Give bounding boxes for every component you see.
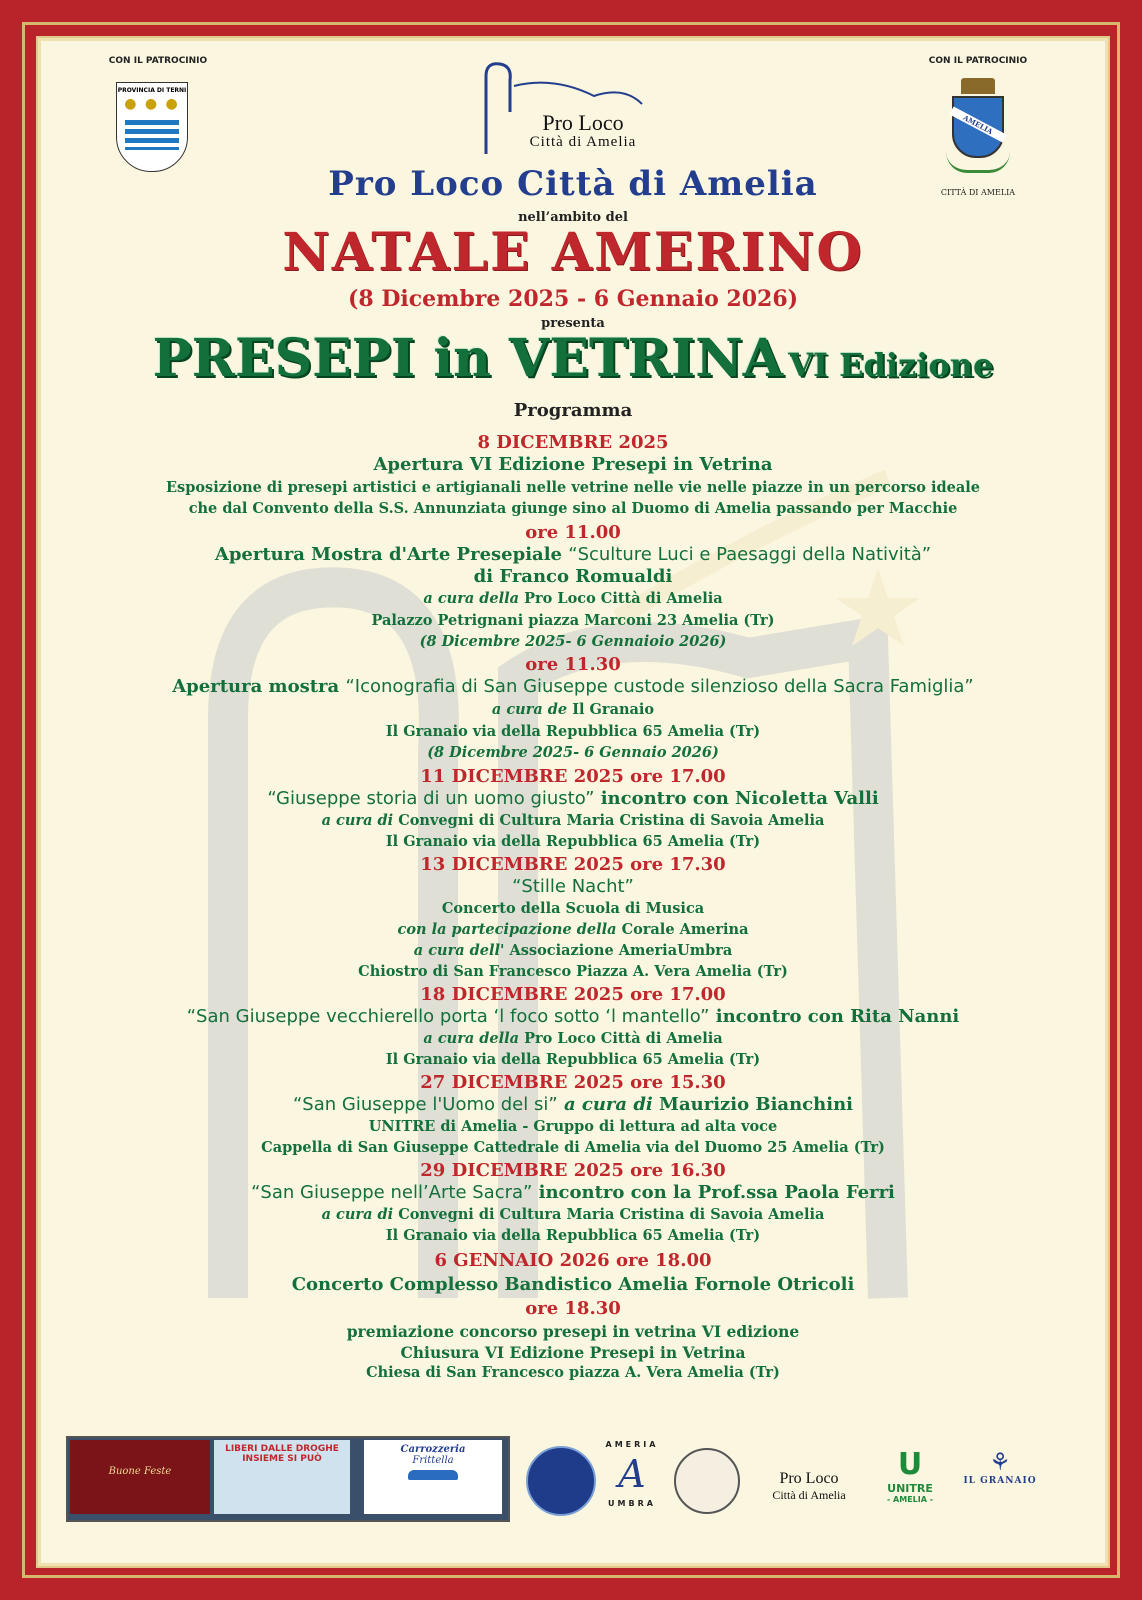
proloco-small-line1: Pro Loco bbox=[779, 1470, 839, 1487]
event-6-gen-title: Concerto Complesso Bandistico Amelia Fornole Otricoli bbox=[291, 1274, 855, 1295]
bee-icons: ● ● ● bbox=[124, 96, 180, 112]
ameria-bottom: UMBRA bbox=[608, 1499, 656, 1508]
exhibition-1-dates: (8 Dicembre 2025- 6 Gennaioio 2026) bbox=[419, 633, 727, 650]
event-6-gen-line2: Chiusura VI Edizione Presepi in Vetrina bbox=[400, 1343, 746, 1362]
exhibition-2-name: “Iconografia di San Giuseppe custode silenzioso della Sacra Famiglia” bbox=[345, 676, 974, 697]
participation-prefix: con la partecipazione della bbox=[397, 921, 617, 938]
event-6-gen-line1: premiazione concorso presepi in vetrina VI edizione bbox=[346, 1322, 800, 1341]
logo-proloco-small bbox=[746, 1448, 872, 1512]
waves-icon bbox=[125, 120, 179, 150]
event-13-dic-line3 bbox=[38, 942, 1108, 959]
unitre-line1: UNITRE bbox=[887, 1482, 933, 1495]
curator-prefix: a cura della bbox=[423, 590, 520, 607]
date-18-dic: 18 DICEMBRE 2025 ore 17.00 bbox=[420, 984, 726, 1005]
logo-ameria-umbra bbox=[604, 1440, 660, 1518]
event-13-dic-title: “Stille Nacht” bbox=[512, 876, 634, 897]
proloco-small-line2: Città di Amelia bbox=[772, 1488, 846, 1502]
header-context: nell’ambito del bbox=[518, 210, 628, 225]
event-opening-desc-2: che dal Convento della S.S. Annunziata giunge sino al Duomo di Amelia passando per Macchie bbox=[188, 500, 958, 517]
ameria-mark-icon: A bbox=[618, 1452, 646, 1496]
logo-il-granaio bbox=[950, 1448, 1050, 1512]
participation-name: Corale Amerina bbox=[616, 921, 749, 938]
header-title: Pro Loco Città di Amelia bbox=[328, 164, 818, 204]
event-18-dic-curator bbox=[38, 1030, 1108, 1047]
droghe-line2: INSIEME SI PUÒ bbox=[242, 1454, 322, 1464]
curator-name: Pro Loco Città di Amelia bbox=[519, 590, 723, 607]
date-6-gen: 6 GENNAIO 2026 ore 18.00 bbox=[434, 1250, 712, 1271]
time-1830: ore 18.30 bbox=[525, 1298, 621, 1319]
unitre-line2: - AMELIA - bbox=[886, 1495, 934, 1504]
date-29-dic: 29 DICEMBRE 2025 ore 16.30 bbox=[420, 1160, 726, 1181]
shield-icon bbox=[952, 96, 1004, 158]
talk-title: “San Giuseppe nell’Arte Sacra” bbox=[251, 1182, 533, 1203]
curator-prefix: a cura di bbox=[321, 812, 394, 829]
logo-line1: Pro Loco bbox=[542, 110, 624, 135]
curator-prefix: a cura dell' bbox=[413, 942, 505, 959]
exhibition-2-dates: (8 Dicembre 2025- 6 Gennaio 2026) bbox=[427, 744, 719, 761]
exhibition-1-name: “Sculture Luci e Paesaggi della Natività” bbox=[568, 544, 932, 565]
event-18-dic-place: Il Granaio via della Repubblica 65 Amelia (Tr) bbox=[385, 1051, 761, 1068]
sponsor-carrozzeria bbox=[364, 1440, 502, 1514]
event-27-dic-place: Cappella di San Giuseppe Cattedrale di Amelia via del Duomo 25 Amelia (Tr) bbox=[261, 1139, 885, 1156]
crown-icon bbox=[961, 78, 995, 94]
curator-prefix: a cura de bbox=[491, 701, 568, 718]
city-label: CITTÀ DI AMELIA bbox=[940, 188, 1016, 197]
date-8-dic: 8 DICEMBRE 2025 bbox=[477, 432, 669, 453]
curator-prefix: a cura della bbox=[423, 1030, 520, 1047]
programma-heading: Programma bbox=[513, 400, 633, 421]
event-11-dic-place: Il Granaio via della Repubblica 65 Amelia (Tr) bbox=[385, 833, 761, 850]
curator-name: Convegni di Cultura Maria Cristina di Savoia Amelia bbox=[393, 812, 825, 829]
exhibition-2-curator bbox=[38, 701, 1108, 718]
event-13-dic-place: Chiostro di San Francesco Piazza A. Vera Amelia (Tr) bbox=[358, 963, 788, 980]
event-opening-title: Apertura VI Edizione Presepi in Vetrina bbox=[373, 454, 773, 475]
time-1100: ore 11.00 bbox=[525, 522, 621, 543]
date-13-dic: 13 DICEMBRE 2025 ore 17.30 bbox=[420, 854, 726, 875]
logo-unitre bbox=[878, 1448, 942, 1514]
exhibition-2-place: Il Granaio via della Repubblica 65 Amelia (Tr) bbox=[385, 723, 761, 740]
talk-speaker: incontro con Nicoletta Valli bbox=[594, 788, 879, 809]
event-27-dic-title bbox=[38, 1094, 1108, 1115]
event-27-dic-line2: UNITRE di Amelia - Gruppo di lettura ad alta voce bbox=[368, 1118, 778, 1135]
exhibition-1-curator bbox=[38, 590, 1108, 607]
exhibition-1-author: di Franco Romualdi bbox=[473, 566, 673, 587]
province-label: PROVINCIA DI TERNI bbox=[117, 87, 187, 94]
event-29-dic-curator bbox=[38, 1206, 1108, 1223]
curator-prefix: a cura di bbox=[321, 1206, 394, 1223]
province-terni-crest bbox=[116, 82, 188, 172]
exhibition-1-title bbox=[38, 544, 1108, 565]
talk-title: “San Giuseppe vecchierello porta ‘l foco sotto ‘l mantello” bbox=[186, 1006, 710, 1027]
talk-speaker: incontro con Rita Nanni bbox=[709, 1006, 960, 1027]
logo-line2: Città di Amelia bbox=[529, 134, 637, 150]
event-opening-desc-1: Esposizione di presepi artistici e artigianali nelle vetrine nelle vie nelle piazze in un percorso ideale bbox=[166, 479, 980, 496]
logo-convegni-cultura bbox=[526, 1446, 596, 1516]
talk-speaker: incontro con la Prof.ssa Paola Ferri bbox=[532, 1182, 895, 1203]
exhibition-2-title bbox=[38, 676, 1108, 697]
patronage-left-label: CON IL PATROCINIO bbox=[108, 56, 208, 66]
date-27-dic: 27 DICEMBRE 2025 ore 15.30 bbox=[420, 1072, 726, 1093]
curator-name: Associazione AmeriaUmbra bbox=[504, 942, 733, 959]
exhibition-1-prefix: Apertura Mostra d'Arte Presepiale bbox=[214, 544, 569, 565]
talk-title: “Giuseppe storia di un uomo giusto” bbox=[267, 788, 595, 809]
poster-body bbox=[36, 36, 1110, 1568]
logo-medallion bbox=[674, 1448, 740, 1514]
carrozzeria-line1: Carrozzeria bbox=[400, 1444, 466, 1455]
carrozzeria-line2: Frittella bbox=[412, 1455, 454, 1466]
city-banner: AMELIA bbox=[949, 106, 1006, 142]
ameria-top: AMERIA bbox=[605, 1440, 659, 1449]
event-6-gen-place: Chiesa di San Francesco piazza A. Vera Amelia (Tr) bbox=[366, 1364, 780, 1381]
wheat-icon: ⚘ bbox=[989, 1448, 1011, 1476]
event-dates: (8 Dicembre 2025 - 6 Gennaio 2026) bbox=[347, 286, 799, 312]
patronage-right-label: CON IL PATROCINIO bbox=[928, 56, 1028, 66]
droghe-line1: LIBERI DALLE DROGHE bbox=[225, 1444, 339, 1454]
edition-label: VI Edizione bbox=[788, 346, 994, 384]
granaio-text: IL GRANAIO bbox=[963, 1476, 1037, 1486]
time-1130: ore 11.30 bbox=[525, 654, 621, 675]
event-13-dic-line2 bbox=[38, 921, 1108, 938]
curator-name: Convegni di Cultura Maria Cristina di Savoia Amelia bbox=[393, 1206, 825, 1223]
car-icon bbox=[408, 1470, 458, 1480]
event-29-dic-place: Il Granaio via della Repubblica 65 Amelia (Tr) bbox=[385, 1227, 761, 1244]
exhibition-2-prefix: Apertura mostra bbox=[172, 676, 346, 697]
buone-feste-text: Buone Feste bbox=[108, 1466, 172, 1477]
main-title-row bbox=[38, 328, 1108, 389]
curator-prefix: a cura di bbox=[557, 1094, 653, 1115]
sponsor-liberi-droghe bbox=[214, 1440, 350, 1514]
curator-name: Pro Loco Città di Amelia bbox=[519, 1030, 723, 1047]
curator-name: Maurizio Bianchini bbox=[652, 1094, 853, 1115]
sponsor-buone-feste bbox=[70, 1440, 210, 1514]
talk-title: “San Giuseppe l'Uomo del si” bbox=[292, 1094, 558, 1115]
event-13-dic-line1: Concerto della Scuola di Musica bbox=[441, 900, 705, 917]
event-29-dic-title bbox=[38, 1182, 1108, 1203]
event-title: NATALE AMERINO bbox=[282, 222, 864, 283]
exhibition-1-place: Palazzo Petrignani piazza Marconi 23 Amelia (Tr) bbox=[371, 612, 775, 629]
presents-label: presenta bbox=[541, 316, 605, 331]
curator-name: Il Granaio bbox=[567, 701, 655, 718]
unitre-mark-icon: U bbox=[897, 1447, 923, 1482]
main-title: PRESEPI in VETRINA bbox=[152, 328, 784, 389]
event-18-dic-title bbox=[38, 1006, 1108, 1027]
event-11-dic-title bbox=[38, 788, 1108, 809]
event-11-dic-curator bbox=[38, 812, 1108, 829]
date-11-dic: 11 DICEMBRE 2025 ore 17.00 bbox=[420, 766, 726, 787]
